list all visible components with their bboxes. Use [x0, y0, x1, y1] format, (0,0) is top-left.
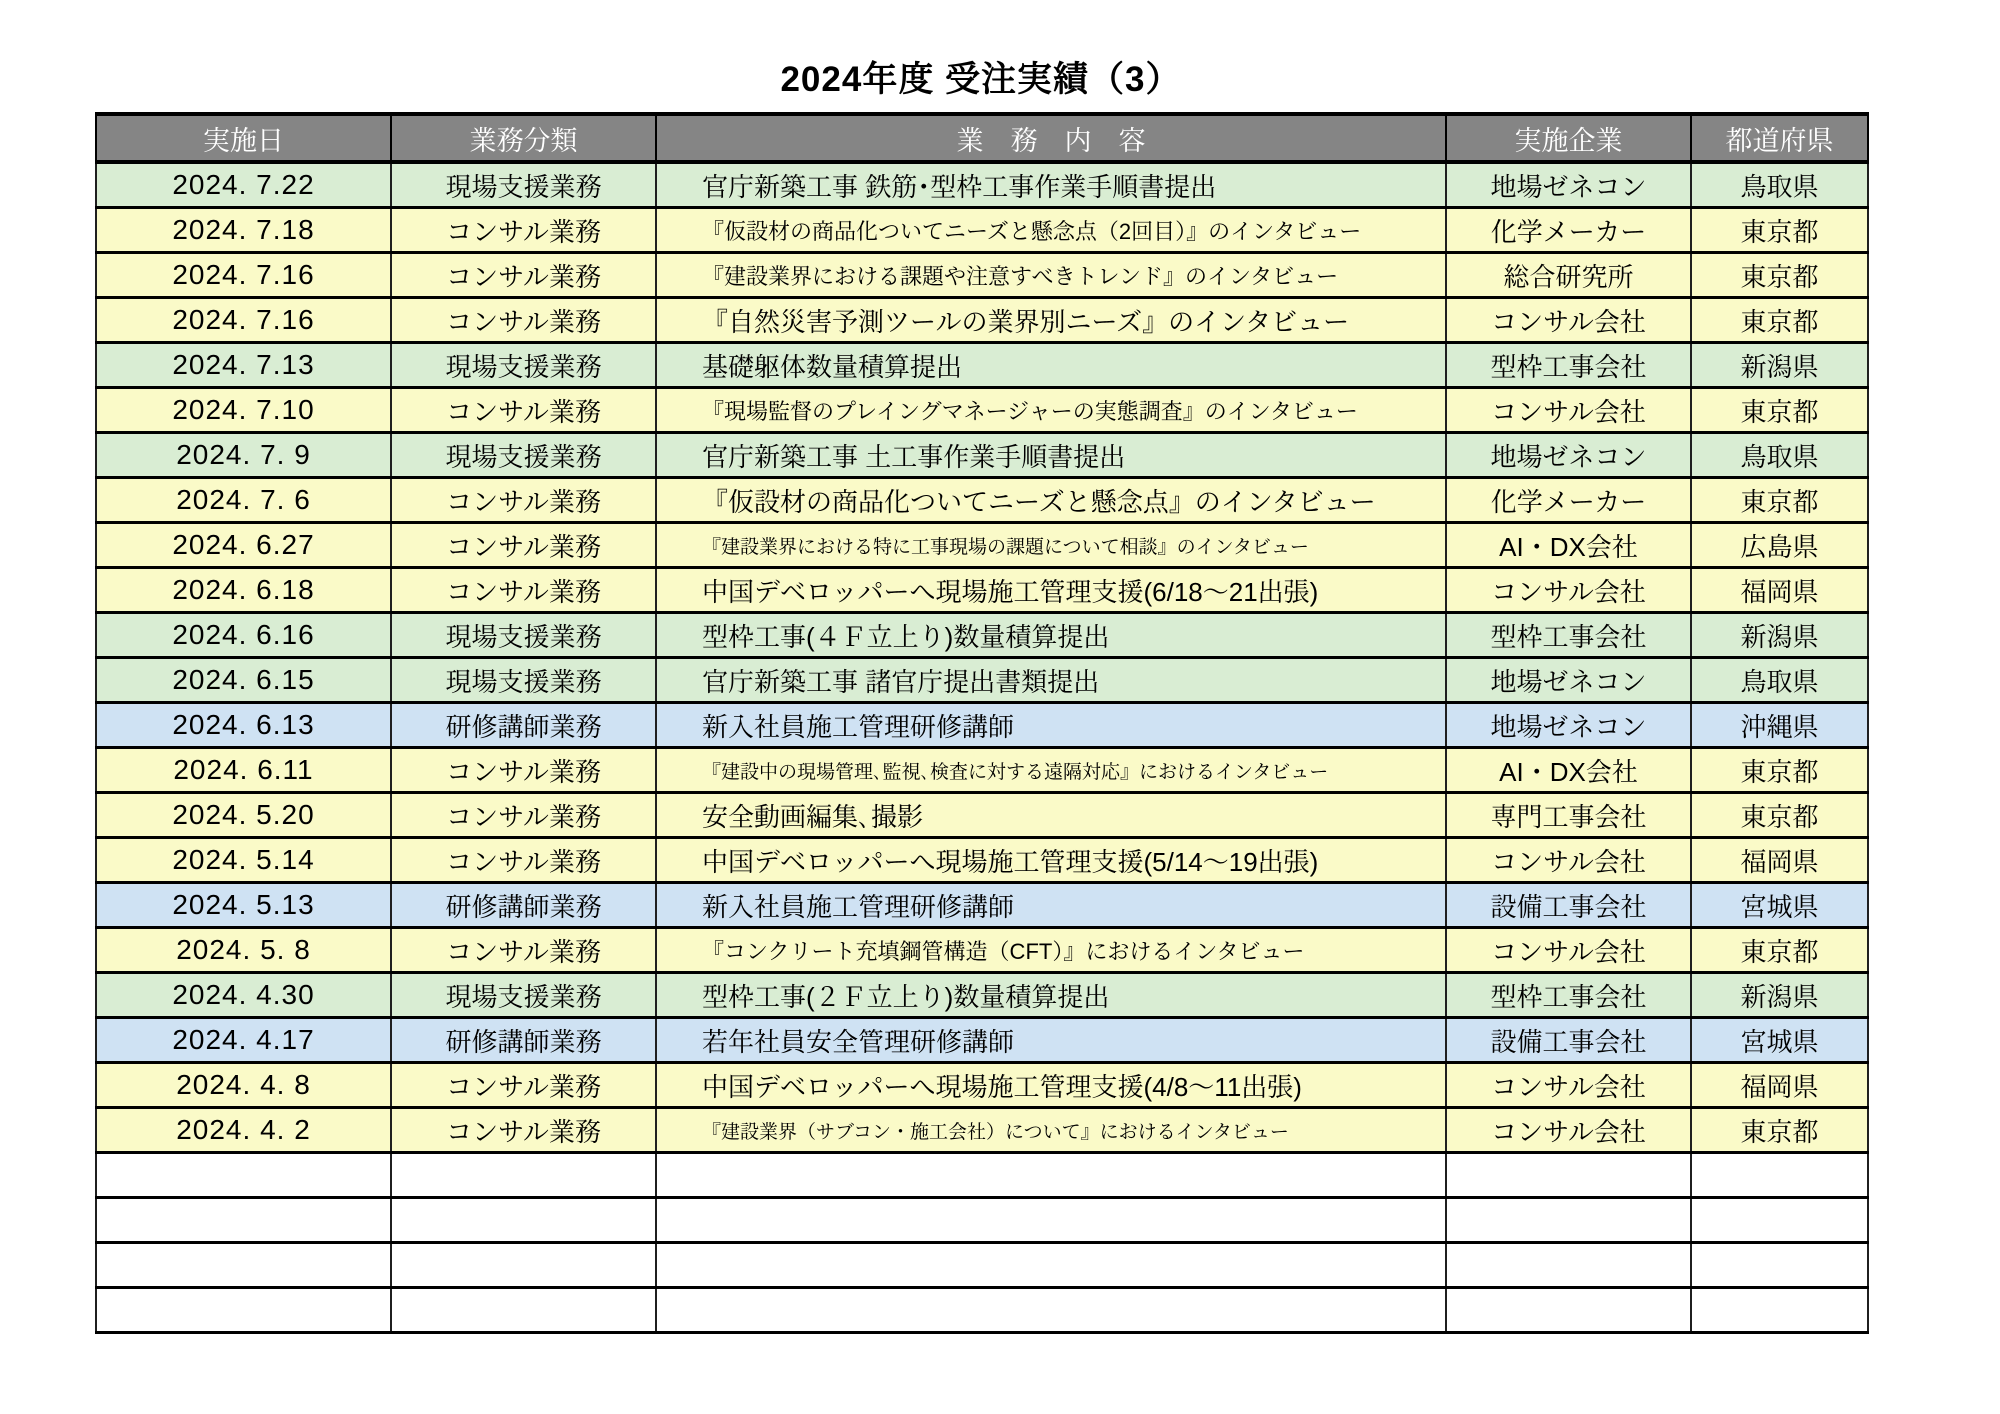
page-title: 2024年度 受注実績（3）: [780, 60, 1182, 99]
cell-category: 現場支援業務: [391, 343, 656, 388]
cell-date: 2024. 6.27: [96, 523, 391, 568]
cell-company: 地場ゼネコン: [1446, 658, 1691, 703]
cell-prefecture: 広島県: [1691, 523, 1868, 568]
cell-empty: [391, 1243, 656, 1288]
cell-empty: [391, 1153, 656, 1198]
cell-empty: [1691, 1153, 1868, 1198]
cell-prefecture: 鳥取県: [1691, 433, 1868, 478]
cell-category: コンサル業務: [391, 1108, 656, 1153]
cell-category: コンサル業務: [391, 253, 656, 298]
cell-empty: [1446, 1198, 1691, 1243]
table-row: [96, 613, 1868, 658]
cell-category: コンサル業務: [391, 388, 656, 433]
orders-table: [95, 112, 1869, 1334]
cell-content: 『建設業界（サブコン・施工会社）について』におけるインタビュー: [656, 1108, 1446, 1153]
cell-content: 型枠工事(２Ｆ立上り)数量積算提出: [656, 973, 1446, 1018]
cell-prefecture: 東京都: [1691, 478, 1868, 523]
cell-prefecture: 福岡県: [1691, 568, 1868, 613]
cell-company: コンサル会社: [1446, 1063, 1691, 1108]
col-header-content: 業 務 内 容: [656, 114, 1446, 162]
cell-prefecture: 福岡県: [1691, 838, 1868, 883]
cell-date: 2024. 6.16: [96, 613, 391, 658]
cell-content: 『建設業界における課題や注意すべきトレンド』のインタビュー: [656, 253, 1446, 298]
table-row: [96, 928, 1868, 973]
cell-content: 基礎躯体数量積算提出: [656, 343, 1446, 388]
cell-content: 『コンクリート充填鋼管構造（CFT）』におけるインタビュー: [656, 928, 1446, 973]
cell-empty: [391, 1288, 656, 1333]
cell-category: コンサル業務: [391, 208, 656, 253]
cell-prefecture: 東京都: [1691, 748, 1868, 793]
cell-company: コンサル会社: [1446, 928, 1691, 973]
col-header-prefecture: 都道府県: [1691, 114, 1868, 162]
cell-content: 安全動画編集､撮影: [656, 793, 1446, 838]
cell-content: 中国デベロッパーへ現場施工管理支援(4/8～11出張): [656, 1063, 1446, 1108]
cell-empty: [1446, 1288, 1691, 1333]
table-row: [96, 433, 1868, 478]
empty-row: [96, 1243, 1868, 1288]
cell-empty: [391, 1198, 656, 1243]
cell-date: 2024. 7.22: [96, 162, 391, 208]
cell-content: 中国デベロッパーへ現場施工管理支援(6/18～21出張): [656, 568, 1446, 613]
table-row: [96, 478, 1868, 523]
cell-empty: [656, 1288, 1446, 1333]
col-header-date: 実施日: [96, 114, 391, 162]
cell-prefecture: 宮城県: [1691, 1018, 1868, 1063]
cell-company: 化学メーカー: [1446, 478, 1691, 523]
cell-content: 『仮設材の商品化ついてニーズと懸念点（2回目）』のインタビュー: [656, 208, 1446, 253]
cell-company: 設備工事会社: [1446, 1018, 1691, 1063]
col-header-company: 実施企業: [1446, 114, 1691, 162]
cell-prefecture: 東京都: [1691, 1108, 1868, 1153]
cell-prefecture: 福岡県: [1691, 1063, 1868, 1108]
empty-row: [96, 1198, 1868, 1243]
table-row: [96, 523, 1868, 568]
cell-category: コンサル業務: [391, 478, 656, 523]
cell-category: 現場支援業務: [391, 658, 656, 703]
cell-prefecture: 東京都: [1691, 388, 1868, 433]
cell-category: コンサル業務: [391, 298, 656, 343]
cell-prefecture: 新潟県: [1691, 343, 1868, 388]
cell-company: 総合研究所: [1446, 253, 1691, 298]
table-row: [96, 658, 1868, 703]
cell-prefecture: 東京都: [1691, 928, 1868, 973]
table-row: [96, 1063, 1868, 1108]
cell-category: コンサル業務: [391, 1063, 656, 1108]
cell-content: 『現場監督のプレイングマネージャーの実態調査』のインタビュー: [656, 388, 1446, 433]
cell-content: 『自然災害予測ツールの業界別ニーズ』のインタビュー: [656, 298, 1446, 343]
cell-category: 現場支援業務: [391, 613, 656, 658]
cell-date: 2024. 5.14: [96, 838, 391, 883]
cell-prefecture: 宮城県: [1691, 883, 1868, 928]
cell-company: AI・DX会社: [1446, 523, 1691, 568]
cell-date: 2024. 4. 8: [96, 1063, 391, 1108]
cell-company: 型枠工事会社: [1446, 613, 1691, 658]
cell-date: 2024. 7.16: [96, 298, 391, 343]
cell-category: コンサル業務: [391, 838, 656, 883]
table-row: [96, 883, 1868, 928]
cell-empty: [1446, 1243, 1691, 1288]
cell-empty: [96, 1198, 391, 1243]
cell-empty: [1691, 1198, 1868, 1243]
table-row: [96, 1108, 1868, 1153]
cell-date: 2024. 7.13: [96, 343, 391, 388]
table-row: [96, 208, 1868, 253]
cell-prefecture: 東京都: [1691, 208, 1868, 253]
cell-content: 『仮設材の商品化ついてニーズと懸念点』のインタビュー: [656, 478, 1446, 523]
cell-content: 『建設中の現場管理､監視､検査に対する遠隔対応』におけるインタビュー: [656, 748, 1446, 793]
table-row: [96, 748, 1868, 793]
table-row: [96, 298, 1868, 343]
cell-date: 2024. 7.10: [96, 388, 391, 433]
table-row: [96, 703, 1868, 748]
cell-category: 研修講師業務: [391, 1018, 656, 1063]
cell-company: 地場ゼネコン: [1446, 162, 1691, 208]
cell-content: 若年社員安全管理研修講師: [656, 1018, 1446, 1063]
cell-company: 化学メーカー: [1446, 208, 1691, 253]
cell-date: 2024. 4. 2: [96, 1108, 391, 1153]
col-header-category: 業務分類: [391, 114, 656, 162]
cell-date: 2024. 7. 9: [96, 433, 391, 478]
cell-content: 官庁新築工事 諸官庁提出書類提出: [656, 658, 1446, 703]
cell-company: AI・DX会社: [1446, 748, 1691, 793]
cell-category: 研修講師業務: [391, 703, 656, 748]
table-row: [96, 388, 1868, 433]
cell-empty: [1691, 1243, 1868, 1288]
cell-company: 型枠工事会社: [1446, 973, 1691, 1018]
cell-content: 新入社員施工管理研修講師: [656, 703, 1446, 748]
cell-prefecture: 新潟県: [1691, 973, 1868, 1018]
cell-company: 専門工事会社: [1446, 793, 1691, 838]
cell-content: 官庁新築工事 鉄筋･型枠工事作業手順書提出: [656, 162, 1446, 208]
cell-category: コンサル業務: [391, 568, 656, 613]
cell-company: コンサル会社: [1446, 838, 1691, 883]
cell-company: コンサル会社: [1446, 1108, 1691, 1153]
empty-row: [96, 1288, 1868, 1333]
cell-category: 現場支援業務: [391, 162, 656, 208]
cell-category: コンサル業務: [391, 793, 656, 838]
cell-company: 型枠工事会社: [1446, 343, 1691, 388]
cell-category: コンサル業務: [391, 748, 656, 793]
table-row: [96, 1018, 1868, 1063]
cell-date: 2024. 7. 6: [96, 478, 391, 523]
cell-company: 設備工事会社: [1446, 883, 1691, 928]
cell-prefecture: 鳥取県: [1691, 658, 1868, 703]
cell-date: 2024. 5. 8: [96, 928, 391, 973]
cell-company: コンサル会社: [1446, 568, 1691, 613]
cell-date: 2024. 5.13: [96, 883, 391, 928]
cell-prefecture: 沖縄県: [1691, 703, 1868, 748]
cell-company: コンサル会社: [1446, 298, 1691, 343]
cell-category: 現場支援業務: [391, 973, 656, 1018]
header-row: [96, 114, 1868, 162]
cell-category: 研修講師業務: [391, 883, 656, 928]
cell-date: 2024. 5.20: [96, 793, 391, 838]
table-row: [96, 162, 1868, 208]
cell-date: 2024. 6.18: [96, 568, 391, 613]
cell-empty: [96, 1153, 391, 1198]
cell-company: コンサル会社: [1446, 388, 1691, 433]
cell-prefecture: 東京都: [1691, 253, 1868, 298]
cell-content: 官庁新築工事 土工事作業手順書提出: [656, 433, 1446, 478]
cell-empty: [96, 1243, 391, 1288]
cell-date: 2024. 4.17: [96, 1018, 391, 1063]
table-row: [96, 343, 1868, 388]
cell-prefecture: 東京都: [1691, 298, 1868, 343]
cell-empty: [656, 1198, 1446, 1243]
cell-date: 2024. 6.13: [96, 703, 391, 748]
cell-category: コンサル業務: [391, 523, 656, 568]
cell-date: 2024. 4.30: [96, 973, 391, 1018]
cell-content: 型枠工事(４Ｆ立上り)数量積算提出: [656, 613, 1446, 658]
cell-company: 地場ゼネコン: [1446, 433, 1691, 478]
cell-category: 現場支援業務: [391, 433, 656, 478]
cell-empty: [1691, 1288, 1868, 1333]
cell-empty: [96, 1288, 391, 1333]
cell-content: 中国デベロッパーへ現場施工管理支援(5/14～19出張): [656, 838, 1446, 883]
cell-date: 2024. 6.15: [96, 658, 391, 703]
cell-category: コンサル業務: [391, 928, 656, 973]
table-row: [96, 253, 1868, 298]
cell-content: 新入社員施工管理研修講師: [656, 883, 1446, 928]
cell-prefecture: 東京都: [1691, 793, 1868, 838]
cell-empty: [656, 1243, 1446, 1288]
table-row: [96, 973, 1868, 1018]
cell-empty: [656, 1153, 1446, 1198]
empty-row: [96, 1153, 1868, 1198]
cell-prefecture: 鳥取県: [1691, 162, 1868, 208]
cell-content: 『建設業界における特に工事現場の課題について相談』のインタビュー: [656, 523, 1446, 568]
cell-date: 2024. 7.16: [96, 253, 391, 298]
table-row: [96, 793, 1868, 838]
cell-prefecture: 新潟県: [1691, 613, 1868, 658]
cell-date: 2024. 6.11: [96, 748, 391, 793]
table-row: [96, 568, 1868, 613]
cell-date: 2024. 7.18: [96, 208, 391, 253]
cell-empty: [1446, 1153, 1691, 1198]
cell-company: 地場ゼネコン: [1446, 703, 1691, 748]
table-row: [96, 838, 1868, 883]
